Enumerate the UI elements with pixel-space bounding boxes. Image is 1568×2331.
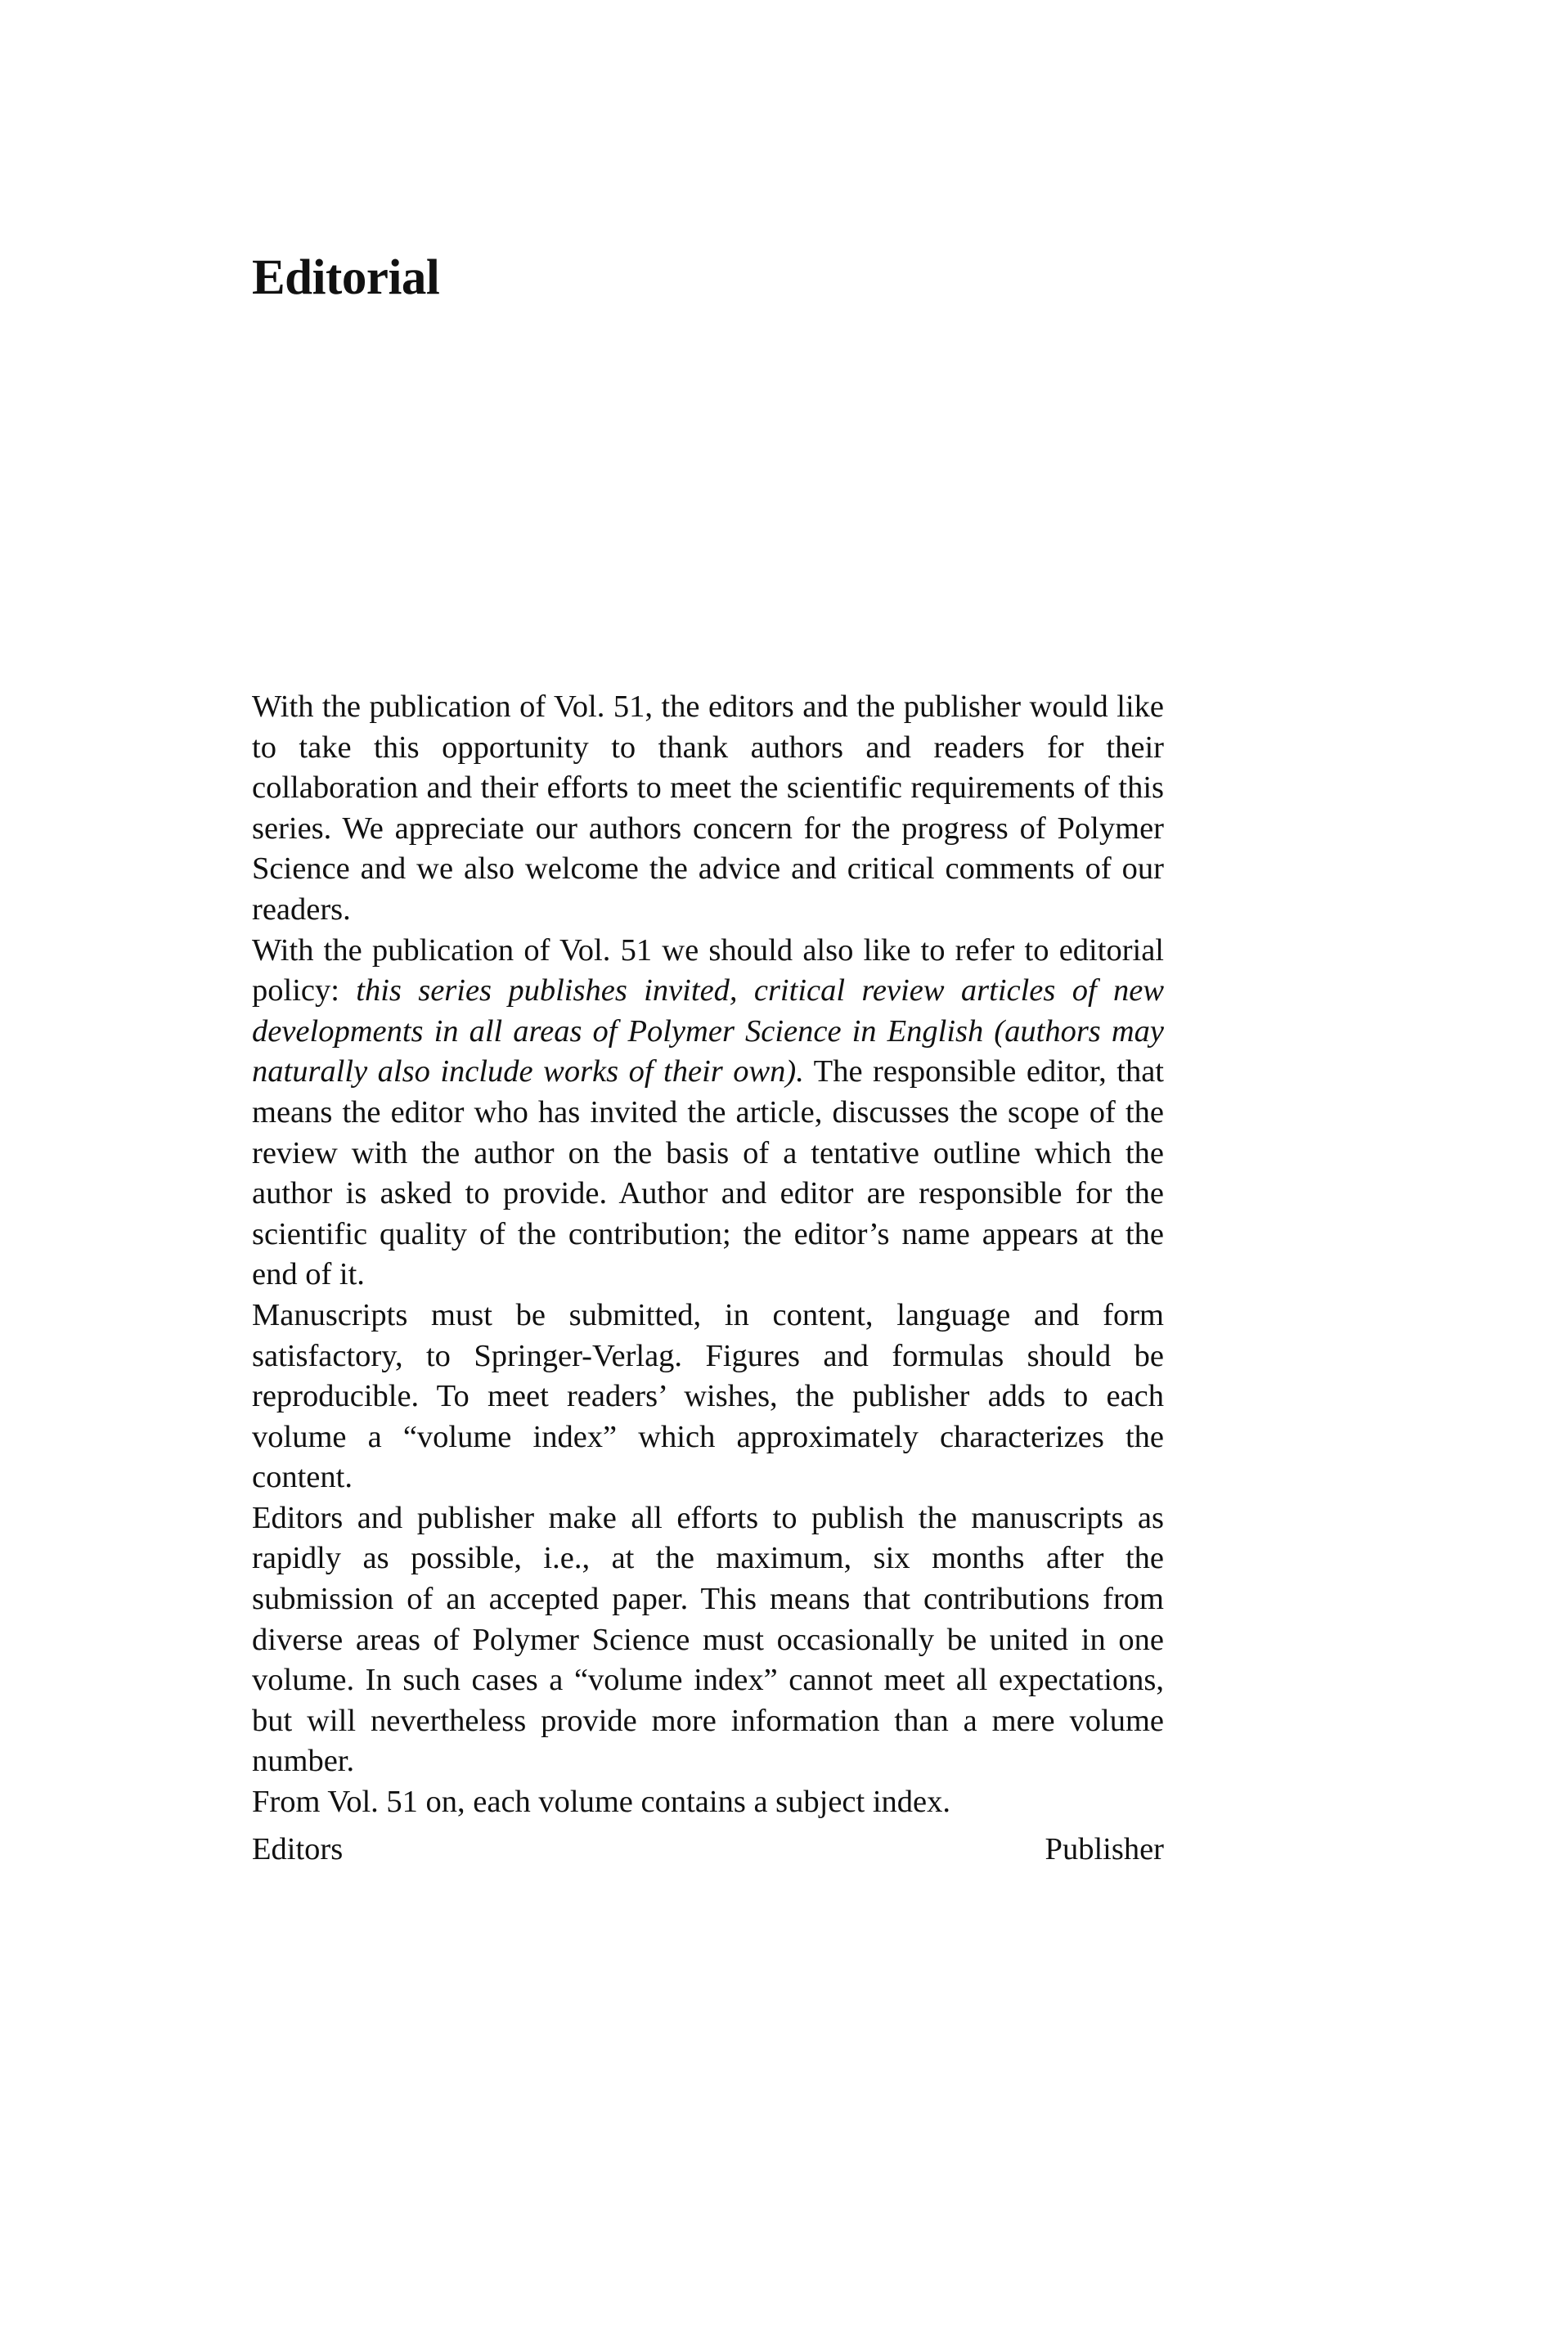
- paragraph-2-policy-italic: this series publishes invited, critical review articles of new developments in all areas of Polymer Science in English (authors may naturally also include works of their own).: [252, 973, 1164, 1089]
- paragraph-2-lead: With the publication of Vol. 51 we should also like to refer to editorial policy:: [252, 932, 1164, 1008]
- editorial-body: [252, 687, 1164, 1823]
- paragraph-2-rest: The responsible editor, that means the editor who has invited the article, discusses the scope of the review with the author on the basis of a tentative outline which the author is asked to provide. Author and editor are responsible for the scientific quality of the contribution; the editor’s name appears at the end of it.: [252, 1054, 1164, 1292]
- paragraph-5: From Vol. 51 on, each volume contains a subject index.: [252, 1785, 950, 1820]
- paragraph-4: Editors and publisher make all efforts to publish the manuscripts as rapidly as possible, i.e., at the maximum, six months after the submission of an accepted paper. This means that contributions from diverse areas of Polymer Science must occasionally be united in one volume. In such cases a “volume index” cannot meet all expectations, but will nevertheless provide more information than a mere volume number.: [252, 1500, 1164, 1779]
- paragraph-1: With the publication of Vol. 51, the editors and the publisher would like to take this opportunity to thank authors and readers for their collaboration and their efforts to meet the scientific requirements of this series. We appreciate our authors concern for the progress of Polymer Science and we also welcome the advice and critical comments of our readers.: [252, 689, 1164, 927]
- paragraph-3: Manuscripts must be submitted, in content, language and form satisfactory, to Springer-Verlag. Figures and formulas should be reproducible. To meet readers’ wishes, the publisher adds to each volume a “volume index” which approximately characterizes the content.: [252, 1297, 1164, 1495]
- paragraph-2: [252, 931, 1164, 1296]
- signature-line: [252, 1829, 1164, 1870]
- page-title: Editorial: [252, 250, 440, 305]
- signature-publisher: Publisher: [1045, 1832, 1164, 1866]
- signature-editors: Editors: [252, 1832, 344, 1866]
